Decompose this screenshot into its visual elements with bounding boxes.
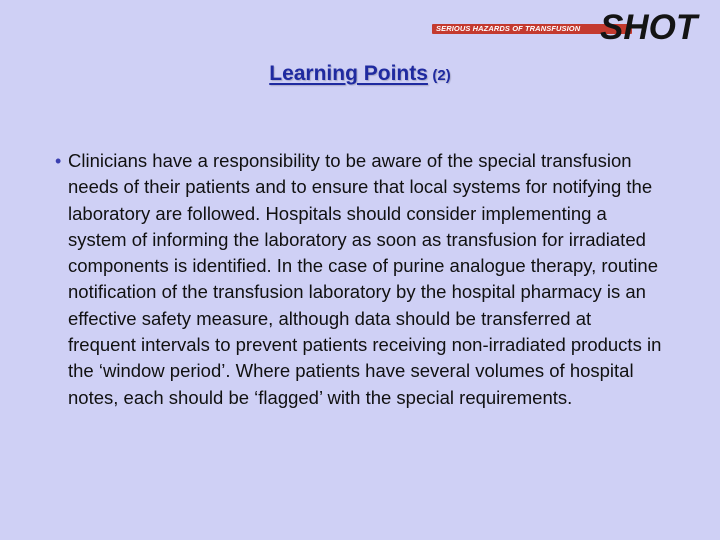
slide-title-sub: (2) [432, 67, 451, 84]
bullet-marker: • [55, 151, 62, 171]
bullet-text: Clinicians have a responsibility to be aware of the special transfusion needs of their patients and to ensure that local systems for notifying the laboratory are followed. Hospitals should consider implementing a system of informing the laboratory as soon as transfusion for irradiated components is identified. In the case of purine analogue therapy, routine notification of the transfusion laboratory by the hospital pharmacy is an effective safety measure, although data should be transferred at frequent intervals to prevent patients receiving non-irradiated products in the ‘window period’. Where patients have several volumes of hospital notes, each should be ‘flagged’ with the special requirements. [68, 150, 662, 408]
shot-logo [432, 10, 714, 46]
logo-tagline: SERIOUS HAZARDS OF TRANSFUSION [436, 24, 581, 33]
bullet-item [52, 148, 662, 411]
logo-wordmark: SHOT [600, 8, 698, 47]
slide-title [0, 62, 720, 86]
slide-title-main: Learning Points [269, 62, 428, 85]
slide-content [52, 148, 662, 411]
